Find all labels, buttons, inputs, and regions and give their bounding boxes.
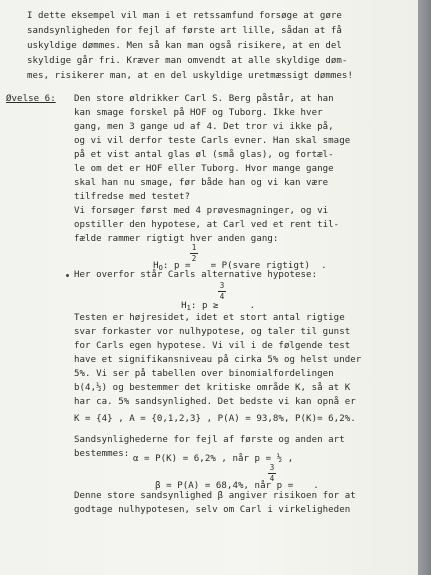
h0-frac-den: 2	[191, 254, 197, 263]
h0-subscript: O	[158, 264, 163, 272]
h1-subscript: 1	[186, 304, 191, 312]
exercise-text-line: fælde rammer rigtigt hver anden gang:	[74, 234, 279, 244]
exercise-label: Øvelse 6:	[6, 94, 56, 104]
page-edge	[418, 0, 431, 575]
h0-mid: : p =	[162, 261, 197, 271]
exercise-text-line: Vi forsøger først med 4 prøvesmagninger, og vi	[74, 206, 329, 216]
exercise-text-line: b(4,½) og bestemmer det kritiske område K, så at K	[74, 383, 351, 393]
exercise-text-line: godtage nulhypotesen, selv om Carl i virkeligheden	[74, 505, 351, 515]
h1-frac-num: 3	[219, 281, 225, 290]
exercise-text-line: på et vist antal glas øl (små glas), og fortæl-	[74, 150, 334, 160]
exercise-text-line: Testen er højresidet, idet et stort antal rigtige	[74, 313, 345, 323]
exercise-text-line: opstiller den hypotese, at Carl ved et rent til-	[74, 220, 340, 230]
exercise-text-line: tilfredse med testet?	[74, 192, 191, 202]
h1-suffix: .	[233, 301, 256, 311]
h0-suffix: = P(svare rigtigt) .	[205, 261, 327, 271]
exercise-text-line: svar forkaster vor nulhypotese, og taler til gunst	[74, 327, 351, 337]
margin-dot	[66, 274, 69, 277]
intro-line: sandsynligheden for fejl af første art lille, sådan at få	[27, 26, 342, 36]
beta-fraction	[268, 464, 276, 483]
exercise-text-line: og vi vil derfor teste Carls evner. Han skal smage	[74, 136, 351, 146]
exercise-text-line: Sandsynlighederne for fejl af første og anden art	[74, 435, 345, 445]
h1-frac-den: 4	[219, 292, 225, 301]
exercise-text-line: 5%. Vi ser på tabellen over binomialfordelingen	[74, 369, 334, 379]
exercise-text-line: har ca. 5% sandsynlighed. Det bedste vi kan opnå er	[74, 397, 356, 407]
beta-suffix: .	[307, 481, 319, 491]
intro-line: skyldige går fri. Kræver man omvendt at alle skyldige døm-	[27, 56, 348, 66]
exercise-text-line: for Carls egen hypotese. Vi vil i de følgende test	[74, 341, 351, 351]
exercise-text-line: kan smage forskel på HOF og Tuborg. Ikke hver	[74, 108, 323, 118]
exercise-text-line: bestemmes:	[74, 449, 130, 459]
h1-fraction	[218, 282, 226, 301]
intro-line: I dette eksempel vil man i et retssamfund forsøge at gøre	[27, 11, 342, 21]
h1-mid: : p ≥	[190, 301, 225, 311]
beta-frac-num: 3	[269, 463, 275, 472]
h0-fraction	[190, 244, 198, 263]
intro-line: uskyldige dømmes. Men så kan man også risikere, at en del	[27, 41, 342, 51]
h0-prefix: H	[153, 261, 159, 271]
exercise-text-line: le om det er HOF eller Tuborg. Hvor mange gange	[74, 164, 334, 174]
beta-frac-den: 4	[269, 474, 275, 483]
exercise-text-line: skal han nu smage, før både han og vi kan være	[74, 178, 329, 188]
intro-line: mes, risikerer man, at en del uskyldige uretmæssigt dømmes!	[27, 71, 353, 81]
exercise-text-line: gang, men 3 gange ud af 4. Det tror vi ikke på,	[74, 122, 334, 132]
exercise-text-line: Denne store sandsynlighed β angiver risikoen for at	[74, 491, 356, 501]
exercise-text-line: have et signifikansniveau på cirka 5% og helst under	[74, 355, 362, 365]
exercise-text-line: Den store øldrikker Carl S. Berg påstår, at han	[74, 94, 334, 104]
alt-hypothesis-intro: Her overfor står Carls alternative hypotese:	[74, 270, 318, 280]
beta-prefix: β = P(A) = 68,4%, når p =	[155, 481, 299, 491]
alpha-error-line: α = P(K) = 6,2% , når p = ½ ,	[133, 454, 294, 464]
critical-region-result: K = {4} , A = {0,1,2,3} , P(A) = 93,8%, P(K)= 6,2%.	[74, 414, 356, 424]
h0-frac-num: 1	[191, 243, 197, 252]
h1-prefix: H	[181, 301, 187, 311]
